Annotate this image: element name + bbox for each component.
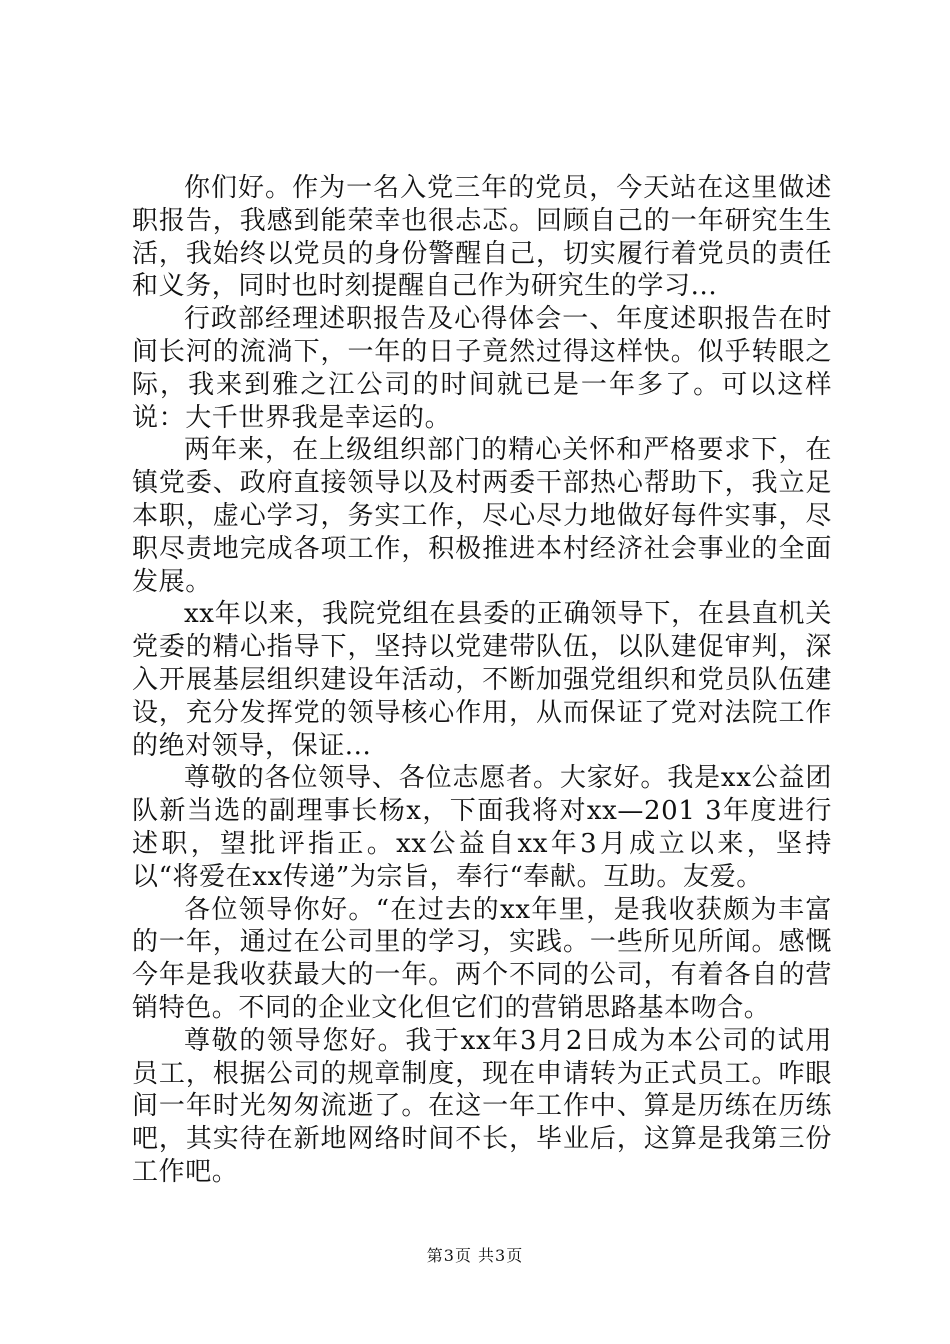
- paragraph-2: 行政部经理述职报告及心得体会一、年度述职报告在时间长河的流淌下，一年的日子竟然过得这样快。似乎转眼之际，我来到雅之江公司的时间就已是一年多了。可以这样说：大千世界我是幸运的。: [132, 304, 832, 433]
- paragraph-6: 各位领导你好。“在过去的xx年里，是我收获颇为丰富的一年，通过在公司里的学习，实践。一些所见所闻。感慨今年是我收获最大的一年。两个不同的公司，有着各自的营销特色。不同的企业文化但它们的营销思路基本吻合。: [132, 894, 832, 1023]
- paragraph-1: 你们好。作为一名入党三年的党员，今天站在这里做述职报告，我感到能荣幸也很忐忑。回顾自己的一年研究生生活，我始终以党员的身份警醒自己，切实履行着党员的责任和义务，同时也时刻提醒自己作为研究生的学习...: [132, 173, 832, 302]
- page-number-footer: 第3页 共3页: [426, 1246, 524, 1265]
- paragraph-5: 尊敬的各位领导、各位志愿者。大家好。我是xx公益团队新当选的副理事长杨x，下面我将对xx—201 3年度进行述职，望批评指正。xx公益自xx年3月成立以来，坚持以“将爱在xx传递”为宗旨，奉行“奉献。互助。友爱。: [132, 763, 832, 892]
- paragraph-4: xx年以来，我院党组在县委的正确领导下，在县直机关党委的精心指导下，坚持以党建带队伍，以队建促审判，深入开展基层组织建设年活动，不断加强党组织和党员队伍建设，充分发挥党的领导核心作用，从而保证了党对法院工作的绝对领导，保证...: [132, 599, 832, 761]
- paragraph-3: 两年来，在上级组织部门的精心关怀和严格要求下，在镇党委、政府直接领导以及村两委干部热心帮助下，我立足本职，虚心学习，务实工作，尽心尽力地做好每件实事，尽职尽责地完成各项工作，积极推进本村经济社会事业的全面发展。: [132, 435, 832, 597]
- document-body: [132, 172, 832, 1189]
- paragraph-7: 尊敬的领导您好。我于xx年3月2日成为本公司的试用员工，根据公司的规章制度，现在申请转为正式员工。咋眼间一年时光匆匆流逝了。在这一年工作中、算是历练在历练吧，其实待在新地网络时间不长，毕业后，这算是我第三份工作吧。: [132, 1025, 832, 1187]
